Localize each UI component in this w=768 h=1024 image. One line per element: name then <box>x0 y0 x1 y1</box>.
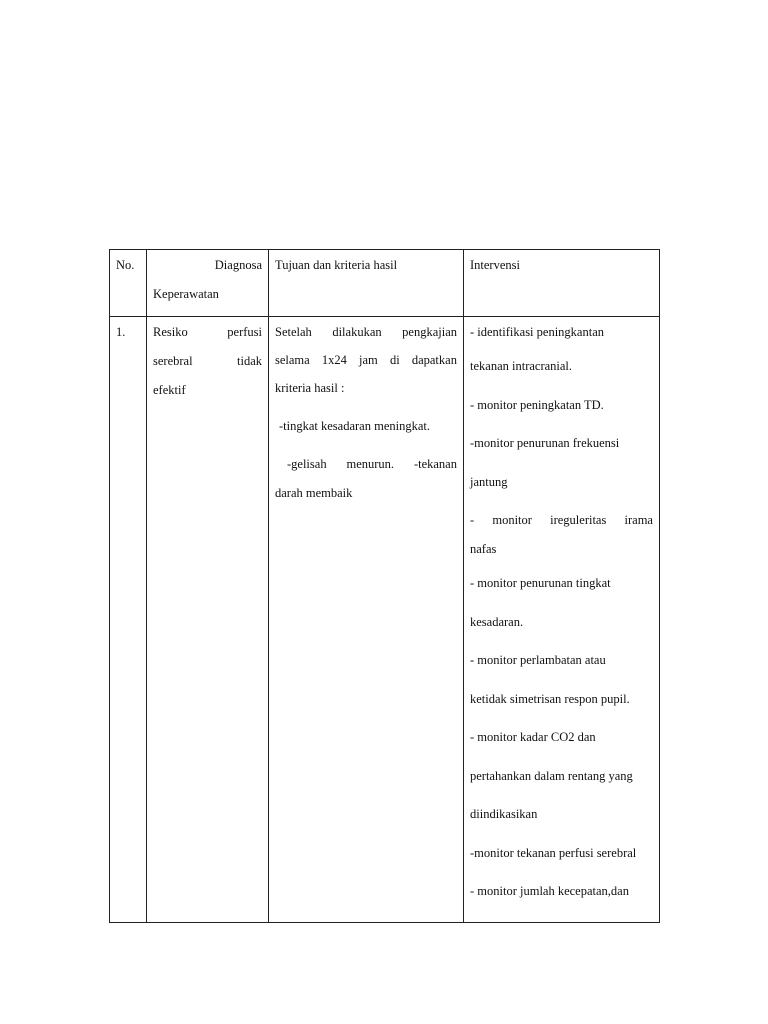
header-diagnosis-line1: Diagnosa <box>214 258 262 272</box>
goal-word: -gelisah <box>287 457 327 471</box>
header-intervention-text: Intervensi <box>470 258 520 272</box>
goal-word: 1x24 <box>321 353 347 367</box>
goal-word: -tekanan <box>413 457 457 471</box>
intervention-line: - monitor penurunan tingkat <box>470 576 611 590</box>
goal-word: dilakukan <box>332 325 382 339</box>
goal-intro-line1 <box>275 318 457 346</box>
goal-criteria-1: -tingkat kesadaran meningkat. <box>279 419 430 433</box>
header-diagnosis-text <box>153 250 262 309</box>
intervention-item <box>470 318 653 386</box>
diagnosis-line <box>153 318 262 347</box>
intervention-item <box>470 424 653 501</box>
goal-word: pengkajian <box>402 325 457 339</box>
diagnosis-word: serebral <box>153 354 193 368</box>
header-diagnosis-line2: Keperawatan <box>153 287 219 301</box>
table-row <box>110 317 660 923</box>
goal-word: di <box>389 353 400 367</box>
goal-word: Setelah <box>275 325 312 339</box>
row-diagnosis-cell <box>147 317 269 923</box>
intervention-line: jantung <box>470 474 508 489</box>
row-no: 1. <box>116 325 126 339</box>
goal-intro-line3: kriteria hasil : <box>275 381 345 395</box>
intervention-line: diindikasikan <box>470 807 538 821</box>
intervention-list <box>470 317 653 911</box>
intervention-word: monitor <box>492 513 532 527</box>
goal-intro <box>275 317 457 402</box>
header-goal <box>269 250 464 317</box>
table-header-row <box>110 250 660 317</box>
row-diagnosis <box>153 317 262 405</box>
goal-criteria-2-line2: darah membaik <box>275 486 353 500</box>
intervention-item <box>470 506 653 564</box>
intervention-item <box>470 641 653 718</box>
intervention-item <box>470 718 653 834</box>
intervention-line: - monitor kadar CO2 dan <box>470 730 596 744</box>
header-intervention <box>464 250 660 317</box>
row-no-cell <box>110 317 147 923</box>
goal-word: jam <box>359 353 378 367</box>
header-goal-text: Tujuan dan kriteria hasil <box>275 258 398 272</box>
goal-criteria-2-line1 <box>275 450 457 479</box>
goal-criteria-2 <box>275 450 457 508</box>
goal-intro-line2 <box>275 346 457 374</box>
intervention-line: -monitor penurunan frekuensi <box>470 436 620 450</box>
diagnosis-line <box>153 347 262 376</box>
row-goal-cell <box>269 317 464 923</box>
intervention-item: - monitor peningkatan TD. <box>470 397 604 412</box>
intervention-line <box>470 506 653 535</box>
header-diagnosis <box>147 250 269 317</box>
diagnosis-word: perfusi <box>227 325 262 339</box>
intervention-item: - monitor jumlah kecepatan,dan <box>470 884 629 898</box>
nursing-care-table <box>109 249 660 923</box>
intervention-line: - identifikasi peningkantan <box>470 325 604 339</box>
intervention-item <box>470 564 653 641</box>
intervention-line: nafas <box>470 542 497 556</box>
intervention-word: irama <box>624 513 653 527</box>
row-intervention-cell <box>464 317 660 923</box>
intervention-word: ireguleritas <box>550 513 607 527</box>
goal-word: selama <box>275 353 310 367</box>
header-no-text: No. <box>116 258 135 272</box>
intervention-line: kesadaran. <box>470 614 524 629</box>
goal-word: dapatkan <box>411 353 457 367</box>
intervention-word: - <box>470 513 475 527</box>
goal-word: menurun. <box>346 457 395 471</box>
intervention-line: tekanan intracranial. <box>470 359 573 373</box>
intervention-line: pertahankan dalam rentang yang <box>470 768 633 783</box>
intervention-item: -monitor tekanan perfusi serebral <box>470 845 637 860</box>
intervention-line: ketidak simetrisan respon pupil. <box>470 691 630 706</box>
diagnosis-line: efektif <box>153 383 186 397</box>
intervention-line: - monitor perlambatan atau <box>470 653 606 667</box>
header-no <box>110 250 147 317</box>
diagnosis-word: tidak <box>237 354 262 368</box>
diagnosis-word: Resiko <box>153 325 188 339</box>
